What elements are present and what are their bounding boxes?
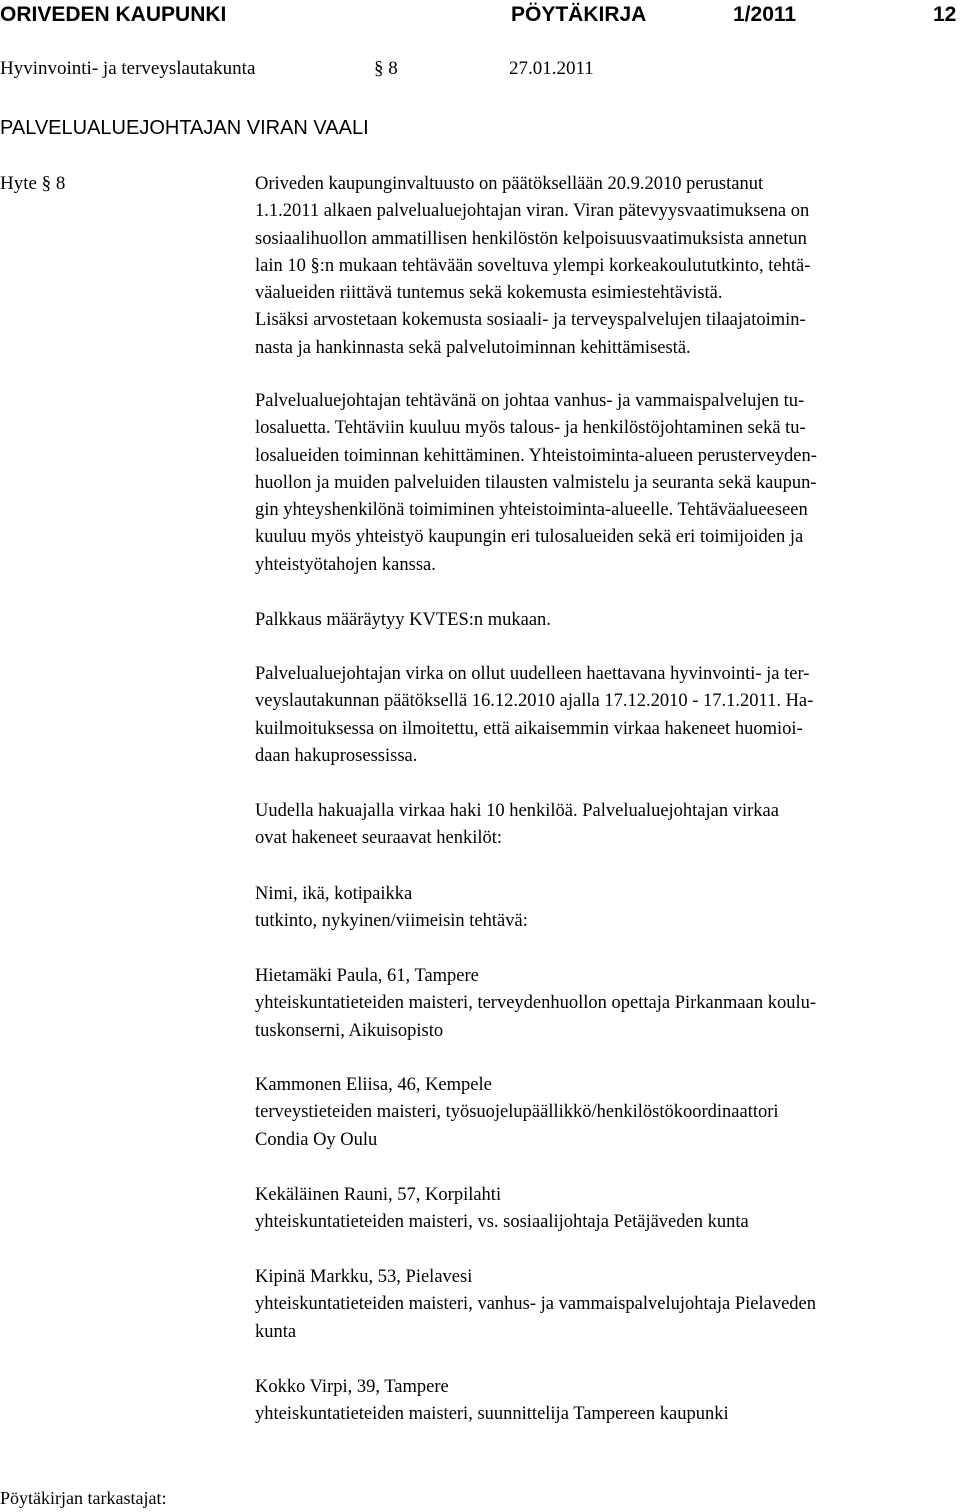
applicant-entry — [255, 1072, 955, 1154]
section-title: PALVELUALUEJOHTAJAN VIRAN VAALI — [0, 117, 369, 139]
paragraph-salary — [255, 607, 955, 634]
paragraph-qualifications — [255, 171, 955, 362]
text-line: kuilmoituksessa on ilmoitettu, että aikaisemmin virkaa hakeneet huomioi- — [255, 718, 803, 739]
paragraph-application-period — [255, 661, 955, 770]
text-line: yhteistyötahojen kanssa. — [255, 554, 436, 575]
text-line: daan hakuprosessissa. — [255, 745, 418, 766]
text-line: kuuluu myös yhteistyö kaupungin eri tulosalueiden sekä eri toimijoiden ja — [255, 527, 804, 548]
text-line: yhteiskuntatieteiden maisteri, vs. sosiaalijohtaja Petäjäveden kunta — [255, 1212, 749, 1233]
text-line: yhteiskuntatieteiden maisteri, suunnittelija Tampereen kaupunki — [255, 1404, 729, 1425]
applicant-entry — [255, 963, 955, 1045]
page-number: 12 — [933, 3, 957, 26]
applicant-entry — [255, 1182, 955, 1237]
document-number: 1/2011 — [733, 3, 797, 26]
paragraph-duties — [255, 388, 955, 579]
text-line: Kipinä Markku, 53, Pielavesi — [255, 1267, 473, 1287]
text-line: Hietamäki Paula, 61, Tampere — [255, 966, 479, 986]
text-line: väalueiden riittävä tuntemus sekä kokemusta esimiestehtävistä. — [255, 283, 723, 304]
text-line: yhteiskuntatieteiden maisteri, terveydenhuollon opettaja Pirkanmaan koulu- — [255, 993, 817, 1014]
text-line: 1.1.2011 alkaen palvelualuejohtajan viran. Viran pätevyysvaatimuksena on — [255, 201, 810, 222]
text-line: Palvelualuejohtajan tehtävänä on johtaa vanhus- ja vammaispalvelujen tu- — [255, 391, 805, 411]
text-line: yhteiskuntatieteiden maisteri, vanhus- ja vammaispalvelujohtaja Pielaveden — [255, 1294, 816, 1315]
text-line: tutkinto, nykyinen/viimeisin tehtävä: — [255, 911, 528, 932]
text-line: Palkkaus määräytyy KVTES:n mukaan. — [255, 610, 551, 630]
text-line: losaluetta. Tehtäviin kuuluu myös talous- ja henkilöstöjohtaminen sekä tu- — [255, 418, 806, 439]
committee-name: Hyvinvointi- ja terveyslautakunta — [0, 58, 256, 79]
text-line: huollon ja muiden palveluiden tilausten valmistelu ja seuranta sekä kaupun- — [255, 472, 817, 493]
text-line: Palvelualuejohtajan virka on ollut uudelleen haettavana hyvinvointi- ja ter- — [255, 664, 810, 684]
text-line: Oriveden kaupunginvaltuusto on päätöksellään 20.9.2010 perustanut — [255, 174, 764, 194]
text-line: Kokko Virpi, 39, Tampere — [255, 1377, 449, 1397]
text-line: kunta — [255, 1321, 297, 1342]
minutes-reviewers-label: Pöytäkirjan tarkastajat: — [0, 1488, 167, 1508]
text-line: Kekäläinen Rauni, 57, Korpilahti — [255, 1185, 502, 1205]
meeting-date: 27.01.2011 — [509, 58, 594, 79]
text-line: Lisäksi arvostetaan kokemusta sosiaali- ja terveyspalvelujen tilaajatoimin- — [255, 310, 806, 331]
text-line: Kammonen Eliisa, 46, Kempele — [255, 1075, 492, 1095]
text-line: ovat hakeneet seuraavat henkilöt: — [255, 828, 503, 849]
document-type: PÖYTÄKIRJA — [511, 3, 647, 26]
text-line: veyslautakunnan päätöksellä 16.12.2010 ajalla 17.12.2010 - 17.1.2011. Ha- — [255, 691, 814, 712]
applicant-entry — [255, 1374, 955, 1429]
text-line: Uudella hakuajalla virkaa haki 10 henkilöä. Palvelualuejohtajan virkaa — [255, 801, 779, 821]
text-line: Condia Oy Oulu — [255, 1129, 378, 1150]
organization-name: ORIVEDEN KAUPUNKI — [0, 3, 227, 26]
case-label: Hyte § 8 — [0, 173, 66, 194]
paragraph-applicant-count — [255, 798, 955, 853]
text-line: tuskonserni, Aikuisopisto — [255, 1020, 444, 1041]
section-reference: § 8 — [374, 58, 398, 79]
applicant-entry — [255, 1264, 955, 1346]
text-line: losalueiden toiminnan kehittäminen. Yhteistoiminta-alueen perusterveyden- — [255, 445, 817, 466]
applicant-list-header — [255, 881, 955, 936]
text-line: terveystieteiden maisteri, työsuojelupäällikkö/henkilöstökoordinaattori — [255, 1102, 779, 1123]
text-line: nasta ja hankinnasta sekä palvelutoiminnan kehittämisestä. — [255, 337, 691, 358]
text-line: sosiaalihuollon ammatillisen henkilöstön kelpoisuusvaatimuksista annetun — [255, 228, 807, 249]
text-line: gin yhteyshenkilönä toimiminen yhteistoiminta-alueelle. Tehtäväalueeseen — [255, 500, 808, 521]
text-line: Nimi, ikä, kotipaikka — [255, 884, 413, 904]
text-line: lain 10 §:n mukaan tehtävään soveltuva ylempi korkeakoulututkinto, tehtä- — [255, 255, 811, 276]
